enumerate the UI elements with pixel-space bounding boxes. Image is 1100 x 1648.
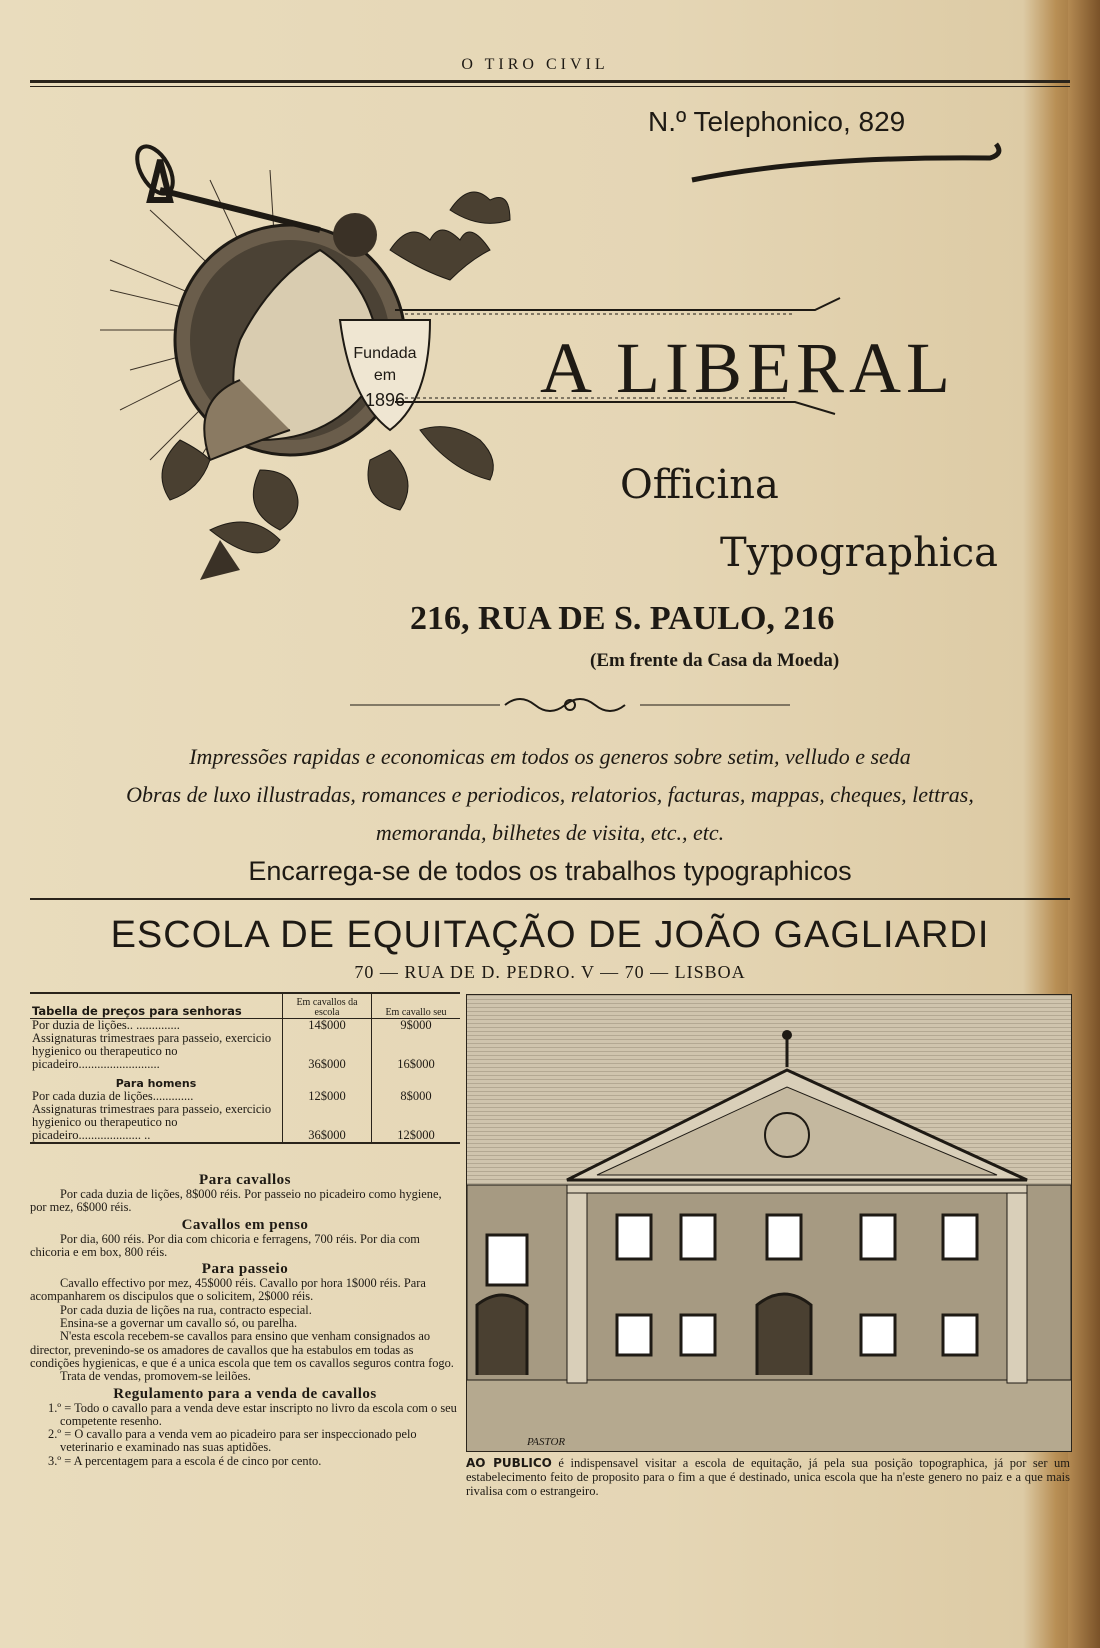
- riding-school-engraving: [466, 994, 1072, 1452]
- table-row: [30, 1019, 460, 1033]
- regulamento-heading: Regulamento para a venda de cavallos: [113, 1385, 377, 1402]
- liberal-title: A LIBERAL: [540, 328, 955, 408]
- building-drawing: [467, 995, 1071, 1451]
- officina-word: Officina: [620, 462, 779, 508]
- passeio-text: Ensina-se a governar um cavallo só, ou parelha.: [60, 1316, 298, 1331]
- table-row: [30, 1032, 460, 1071]
- section-rule: [30, 898, 1070, 900]
- header-rule: [30, 80, 1070, 83]
- liberal-address: 216, RUA DE S. PAULO, 216: [410, 600, 835, 637]
- page-header-title: O TIRO CIVIL: [461, 56, 609, 73]
- list-item: 1.º = Todo o cavallo para a venda deve estar inscripto no livro da escola com o seu competente resenho.: [48, 1400, 457, 1428]
- cavallos-text: Por cada duzia de lições, 8$000 réis. Por passeio no picadeiro como hygiene, por mez, 6$000 réis.: [30, 1187, 442, 1215]
- col-header-own-horse: Em cavallo seu: [372, 993, 461, 1019]
- row-label: Por duzia de lições.. ..............: [32, 1018, 180, 1032]
- row-value: 14$000: [283, 1019, 372, 1033]
- row-label: Assignaturas trimestraes para passeio, exercicio hygienico ou therapeutico no picadeiro.................... ..: [32, 1102, 272, 1142]
- penso-text: Por dia, 600 réis. Por dia com chicoria e ferragens, 700 réis. Por dia com chicoria e em box, 800 réis.: [30, 1231, 420, 1259]
- row-label: Por cada duzia de lições.............: [32, 1089, 194, 1103]
- founded-word: Fundada: [353, 345, 417, 362]
- list-item: 2.º = O cavallo para a venda vem ao picadeiro para ser inspeccionado pelo veterinario e examinado nas suas aptidões.: [48, 1427, 417, 1455]
- telephone-number: N.º Telephonico, 829: [648, 106, 906, 137]
- row-value: 12$000: [283, 1090, 372, 1103]
- typographica-word: Typographica: [720, 530, 998, 576]
- liberal-address-note: (Em frente da Casa da Moeda): [590, 650, 840, 671]
- row-value: 12$000: [372, 1103, 461, 1143]
- price-table-title: Tabella de preços para senhoras: [32, 1004, 242, 1018]
- list-item: 3.º = A percentagem para a escola é de cinco por cento.: [48, 1453, 322, 1468]
- divider-ornament: [350, 690, 790, 720]
- escola-text-column: [30, 1170, 460, 1468]
- escola-title: ESCOLA DE EQUITAÇÃO DE JOÃO GAGLIARDI: [110, 914, 990, 956]
- liberal-line-1: Impressões rapidas e economicas em todos os generos sobre setim, velludo e seda: [189, 744, 911, 769]
- caption-lead: AO PUBLICO: [466, 1456, 552, 1470]
- cavallos-heading: Para cavallos: [199, 1172, 291, 1188]
- page-spine-edge: [1068, 0, 1100, 1648]
- col-header-school-horses: Em cavallos da escola: [283, 993, 372, 1019]
- founded-em: em: [373, 367, 397, 384]
- row-value: 36$000: [283, 1103, 372, 1143]
- price-table: [30, 992, 460, 1144]
- passeio-text: Por cada duzia de lições na rua, contracto especial.: [60, 1302, 312, 1317]
- liberal-line-3: memoranda, bilhetes de visita, etc., etc.: [375, 820, 725, 845]
- homens-subheading: Para homens: [115, 1077, 197, 1090]
- row-value: 8$000: [372, 1090, 461, 1103]
- founded-year: 1896: [364, 390, 406, 410]
- row-label: Assignaturas trimestraes para passeio, exercicio hygienico ou therapeutico no picadeiro..........................: [32, 1031, 272, 1071]
- caption-text: é indispensavel visitar a escola de equitação, já pela sua posição topographica, já por ser um estabelecimento feito de proposito para o fim a que é destinado, unica escola que ha n'este genero no paiz e a que mais rivalisa com o estrangeiro.: [466, 1456, 1070, 1498]
- phone-flourish: [690, 136, 1010, 186]
- escola-address: 70 — RUA DE D. PEDRO. V — 70 — LISBOA: [354, 962, 746, 982]
- liberal-line-4: Encarrega-se de todos os trabalhos typographicos: [248, 856, 852, 886]
- liberal-line-2: Obras de luxo illustradas, romances e periodicos, relatorios, facturas, mappas, cheques, lettras,: [126, 782, 974, 807]
- row-value: 16$000: [372, 1032, 461, 1071]
- table-row: [30, 1103, 460, 1143]
- row-value: 9$000: [372, 1019, 461, 1033]
- passeio-text: Trata de vendas, promovem-se leilões.: [60, 1369, 251, 1384]
- ao-publico-caption: [466, 1456, 1070, 1498]
- passeio-heading: Para passeio: [201, 1261, 289, 1278]
- passeio-text: Cavallo effectivo por mez, 45$000 réis. Cavallo por hora 1$000 réis. Para acompanharem os discipulos que o solicitem, 2$000 réis.: [30, 1276, 426, 1304]
- row-value: 36$000: [283, 1032, 372, 1071]
- engraver-signature: PASTOR: [527, 1436, 566, 1448]
- passeio-text: N'esta escola recebem-se cavallos para ensino que venham consignados ao director, prevenindo-se os amadores de cavallos que ha estabulos em todas as condições hygienicas, e que é a unica escola que tem os cavallos seguros contra fogo.: [30, 1329, 454, 1370]
- penso-heading: Cavallos em penso: [181, 1216, 309, 1233]
- header-rule-thin: [30, 86, 1070, 87]
